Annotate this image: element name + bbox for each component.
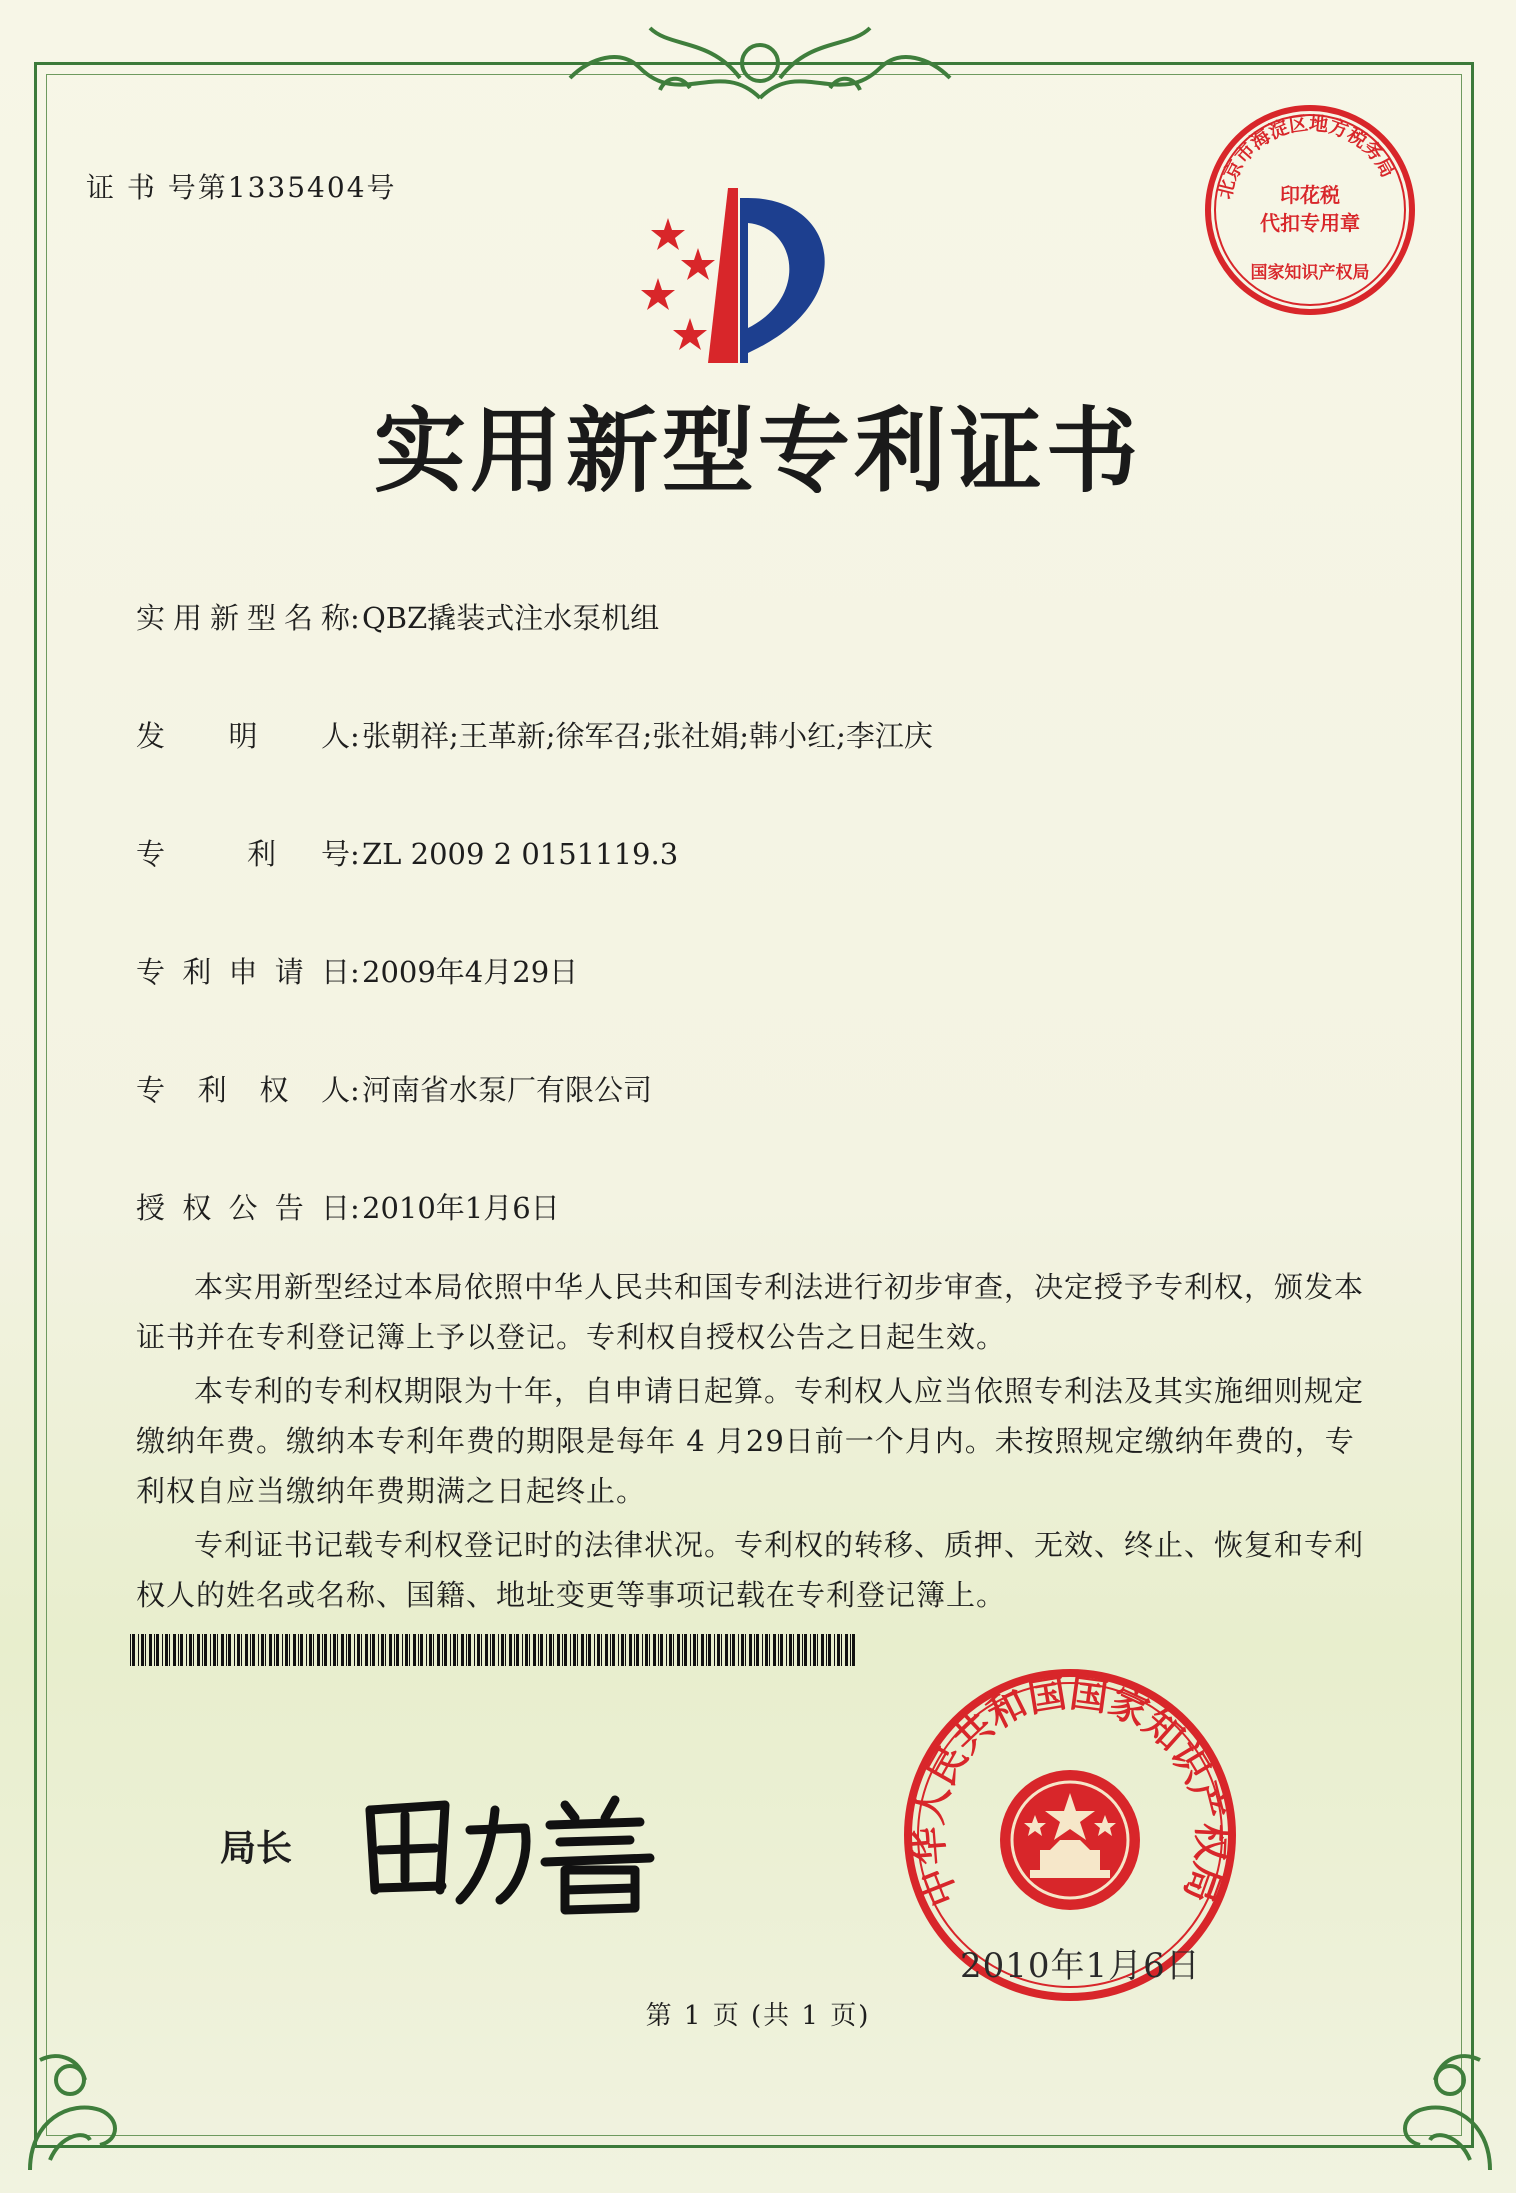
tax-seal-center-line2: 代扣专用章	[1260, 211, 1360, 235]
field-value: 2009年4月29日	[362, 955, 579, 989]
field-grant-date: 授权公告日:2010年1月6日	[136, 1186, 560, 1227]
field-utility-model-name: 实用新型名称:QBZ撬装式注水泵机组	[136, 596, 659, 637]
field-inventor: 发 明 人:张朝祥;王革新;徐军召;张社娟;韩小红;李江庆	[136, 714, 933, 755]
page-number: 第 1 页 (共 1 页)	[645, 2001, 871, 2031]
field-patentee: 专利权人:河南省水泵厂有限公司	[136, 1068, 652, 1109]
field-label: 专 利 号	[136, 837, 350, 871]
tax-seal-ring-text: 北京市海淀区地方税务局	[1213, 112, 1400, 202]
body-paragraph-1: 本实用新型经过本局依照中华人民共和国专利法进行初步审查，决定授予专利权，颁发本证书并在专利登记簿上予以登记。专利权自授权公告之日起生效。	[136, 1270, 1365, 1354]
tax-seal-bottom-text: 国家知识产权局	[1250, 263, 1370, 283]
seal-date: 2010年1月6日	[960, 1946, 1201, 1986]
field-label: 发 明 人	[136, 719, 350, 753]
field-value: QBZ撬装式注水泵机组	[362, 601, 660, 635]
director-label: 局长	[220, 1827, 293, 1869]
tax-stamp-seal	[1200, 100, 1420, 320]
field-label: 专利权人	[136, 1073, 350, 1107]
field-value: 张朝祥;王革新;徐军召;张社娟;韩小红;李江庆	[362, 719, 933, 753]
field-label: 专利申请日	[136, 955, 350, 989]
field-label: 实用新型名称	[136, 601, 350, 635]
certificate-title: 实用新型专利证书	[373, 397, 1142, 505]
field-application-date: 专利申请日:2009年4月29日	[136, 950, 578, 991]
field-patent-number: 专 利 号:ZL 2009 2 0151119.3	[136, 832, 678, 873]
body-paragraph-2: 本专利的专利权期限为十年，自申请日起算。专利权人应当依照专利法及其实施细则规定缴纳年费。缴纳本专利年费的期限是每年 4 月29日前一个月内。未按照规定缴纳年费的，专利权自应当缴纳年费期满之日起终止。	[136, 1374, 1365, 1508]
body-paragraph-3: 专利证书记载专利权登记时的法律状况。专利权的转移、质押、无效、终止、恢复和专利权人的姓名或名称、国籍、地址变更等事项记载在专利登记簿上。	[136, 1528, 1365, 1612]
field-value: 2010年1月6日	[362, 1191, 560, 1225]
field-label: 授权公告日	[136, 1191, 350, 1225]
patent-office-logo	[628, 178, 878, 368]
certificate-number: 证 书 号第1335404号	[86, 171, 397, 204]
top-ornament	[540, 18, 980, 118]
field-value: 河南省水泵厂有限公司	[362, 1073, 653, 1107]
field-value: ZL 2009 2 0151119.3	[362, 837, 679, 871]
bottom-right-ornament	[1380, 2040, 1510, 2180]
bottom-left-ornament	[10, 2040, 140, 2180]
barcode	[130, 1634, 860, 1666]
tax-seal-center-line1: 印花税	[1280, 183, 1340, 207]
national-seal-ring-text: 中华人民共和国国家知识产权局	[906, 1670, 1234, 1913]
director-signature	[350, 1770, 670, 1920]
